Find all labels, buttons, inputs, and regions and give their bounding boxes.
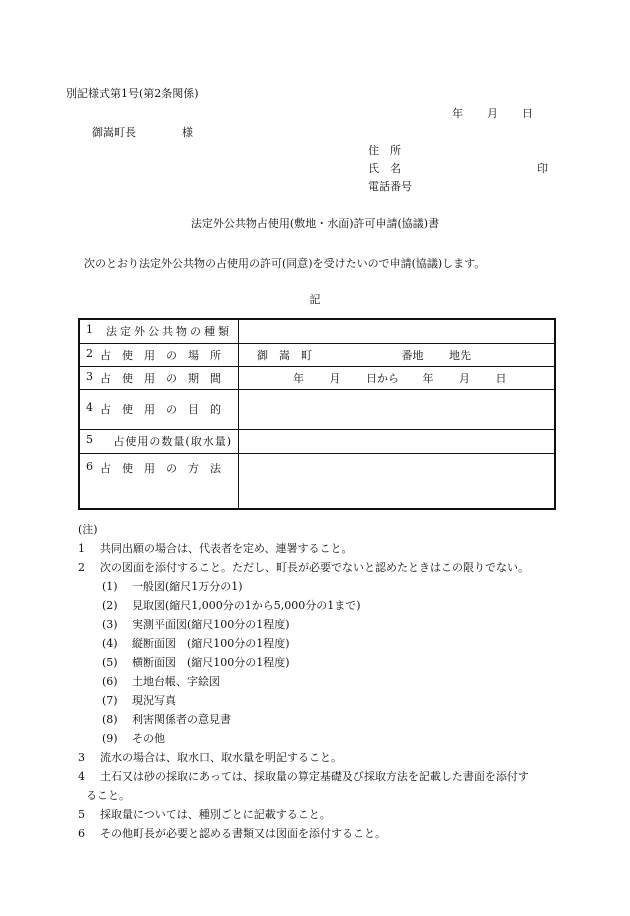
row-number: 3 [86, 369, 93, 383]
period-month-start: 月 [329, 371, 341, 385]
addressee: 御嵩町長 [92, 126, 136, 139]
date-month: 月 [487, 107, 498, 120]
sub-item [78, 596, 568, 615]
row-label: 占使用の目的 [100, 403, 232, 416]
note-text: 流水の場合は、取水口、取水量を明記すること。 [100, 751, 342, 764]
seal-mark: 印 [537, 162, 548, 175]
location-town: 御 嵩 町 [257, 348, 312, 362]
table-row [79, 343, 555, 366]
note-text: 採取量については、種別ごとに記載すること。 [100, 808, 331, 821]
notes-section [78, 520, 568, 843]
applicant-name-label: 氏 名 [368, 162, 401, 175]
sub-text: 見取図(縮尺1,000分の1から5,000分の1まで) [132, 599, 361, 612]
note-item [78, 805, 568, 824]
sub-number: (7) [102, 694, 118, 707]
sub-item [78, 615, 568, 634]
period-year-start: 年 [293, 371, 304, 385]
note-number: 4 [78, 770, 85, 783]
document-title: 法定外公共物占使用(敷地・水面)許可申請(協議)書 [190, 217, 440, 230]
note-text: その他町長が必要と認める書類又は図面を添付すること。 [100, 827, 386, 840]
addressee-suffix: 様 [182, 126, 193, 139]
note-item [78, 767, 568, 786]
table-row [79, 366, 555, 389]
sub-item [78, 710, 568, 729]
intro-text: 次のとおり法定外公共物の占使用の許可(同意)を受けたいので申請(協議)します。 [84, 257, 486, 270]
sub-number: (6) [102, 675, 118, 688]
applicant-address-label: 住 所 [368, 144, 401, 157]
table-row [79, 429, 555, 453]
note-continuation: ること。 [86, 789, 130, 802]
period-cell [239, 366, 556, 389]
sub-text: 現況写真 [132, 694, 176, 707]
row-label: 法定外公共物の種類 [106, 325, 232, 339]
notes-heading: (注) [78, 523, 98, 536]
period-day-start: 日から [366, 371, 399, 385]
period-month-end: 月 [459, 371, 470, 385]
sub-number: (4) [102, 637, 118, 650]
note-text: 共同出願の場合は、代表者を定め、連署すること。 [100, 542, 353, 555]
note-number: 3 [78, 751, 85, 764]
sub-number: (3) [102, 618, 118, 631]
sub-text: 実測平面図(縮尺100分の1程度) [132, 618, 290, 631]
note-item [78, 748, 568, 767]
location-banchi: 番地 [401, 348, 424, 362]
row-value-cell [239, 389, 556, 429]
location-saki: 地先 [449, 348, 471, 362]
row-label: 占使用の期間 [100, 371, 232, 385]
row-number: 2 [86, 346, 93, 360]
row-label-cell [79, 319, 239, 343]
application-table [78, 318, 556, 510]
note-number: 2 [78, 561, 85, 574]
date-year: 年 [452, 107, 463, 120]
note-text: 土石又は砂の採取にあっては、採取量の算定基礎及び採取方法を記載した書面を添付す [100, 770, 529, 783]
row-number: 1 [86, 323, 93, 337]
sub-text: 横断面図 (縮尺100分の1程度) [132, 656, 290, 669]
note-item [78, 558, 568, 577]
sub-item [78, 577, 568, 596]
sub-number: (1) [102, 580, 118, 593]
note-item [78, 824, 568, 843]
row-label: 占使用の数量(取水量) [113, 435, 232, 448]
sub-item [78, 672, 568, 691]
applicant-phone-label: 電話番号 [368, 180, 412, 193]
table-row [79, 389, 555, 429]
ki-heading: 記 [309, 293, 321, 306]
sub-item [78, 691, 568, 710]
row-number: 6 [86, 459, 93, 473]
sub-item [78, 634, 568, 653]
location-cell [239, 343, 556, 366]
sub-text: 利害関係者の意見書 [132, 713, 231, 726]
table-row [79, 453, 555, 509]
sub-item [78, 653, 568, 672]
sub-text: 一般図(縮尺1万分の1) [132, 580, 243, 593]
period-day-end: 日 [495, 371, 507, 385]
sub-number: (9) [102, 732, 118, 745]
table-row [79, 319, 555, 343]
sub-number: (5) [102, 656, 118, 669]
note-number: 6 [78, 827, 85, 840]
row-number: 5 [86, 433, 93, 446]
sub-text: 縦断面図 (縮尺100分の1程度) [132, 637, 290, 650]
row-label-cell [79, 429, 239, 453]
sub-item [78, 729, 568, 748]
note-text: 次の図面を添付すること。ただし、町長が必要でないと認めたときはこの限りでない。 [100, 561, 529, 574]
form-label: 別記様式第1号(第2条関係) [66, 87, 199, 100]
row-label-cell [79, 366, 239, 389]
note-item [78, 539, 568, 558]
sub-number: (2) [102, 599, 118, 612]
row-label: 占使用の場所 [100, 348, 232, 362]
period-year-end: 年 [422, 371, 434, 385]
note-number: 5 [78, 808, 85, 821]
row-label-cell [79, 453, 239, 509]
row-value-cell [239, 453, 556, 509]
sub-text: 土地台帳、字絵図 [132, 675, 220, 688]
row-label: 占使用の方法 [100, 461, 232, 475]
row-label-cell [79, 389, 239, 429]
note-number: 1 [78, 542, 85, 555]
row-value-cell [239, 429, 556, 453]
date-day: 日 [522, 107, 533, 120]
row-label-cell [79, 343, 239, 366]
row-value-cell [239, 319, 556, 343]
sub-text: その他 [132, 732, 165, 745]
sub-number: (8) [102, 713, 118, 726]
row-number: 4 [86, 401, 93, 414]
